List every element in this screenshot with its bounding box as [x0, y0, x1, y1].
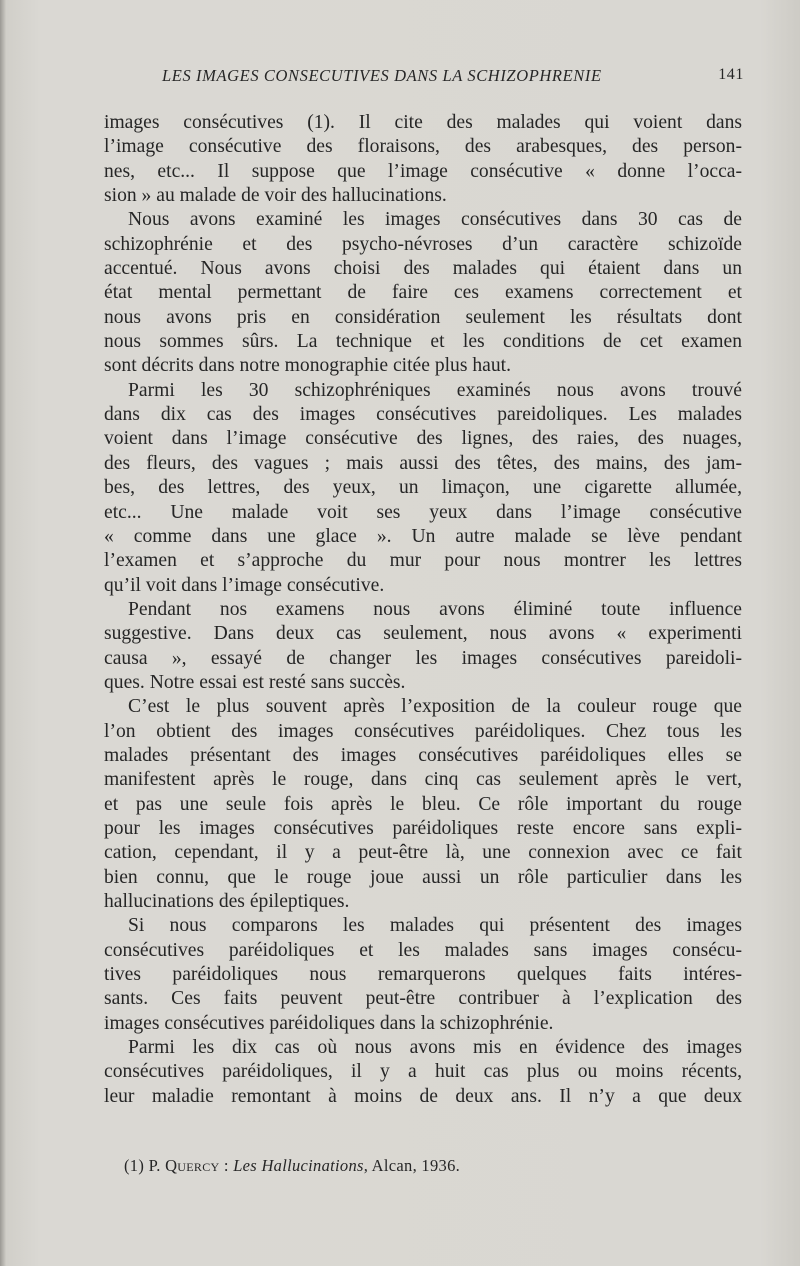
- text-line: état mental permettant de faire ces examens correctement et: [104, 282, 742, 304]
- text-line: ques. Notre essai est resté sans succès.: [104, 671, 406, 693]
- text-line: manifestent après le rouge, dans cinq cas seulement après le vert,: [104, 769, 742, 791]
- page-number: 141: [718, 66, 744, 83]
- text-line: Nous avons examiné les images consécutives dans 30 cas de: [128, 209, 742, 231]
- footnote-author: Quercy: [165, 1156, 220, 1175]
- text-line: sont décrits dans notre monographie citée plus haut.: [104, 355, 512, 377]
- text-line: l’on obtient des images consécutives paréidoliques. Chez tous les: [104, 720, 742, 742]
- text-line: schizophrénie et des psycho-névroses d’un caractère schizoïde: [104, 233, 742, 255]
- page-binding-edge: [0, 0, 6, 1266]
- text-line: Si nous comparons les malades qui présentent des images: [128, 915, 742, 937]
- text-line: « comme dans une glace ». Un autre malade se lève pendant: [104, 525, 742, 547]
- text-line: nous avons pris en considération seulement les résultats dont: [104, 306, 742, 328]
- text-line: consécutives paréidoliques, il y a huit cas plus ou moins récents,: [104, 1061, 742, 1083]
- text-line: bien connu, que le rouge joue aussi un rôle particulier dans les: [104, 866, 742, 888]
- text-line: pour les images consécutives paréidoliques reste encore sans expli-: [104, 817, 742, 839]
- text-line: l’image consécutive des floraisons, des arabesques, des person-: [104, 136, 742, 158]
- text-line: des fleurs, des vagues ; mais aussi des têtes, des mains, des jam-: [104, 452, 742, 474]
- text-line: et pas une seule fois après le bleu. Ce rôle important du rouge: [104, 793, 742, 815]
- text-line: nous sommes sûrs. La technique et les conditions de cet examen: [104, 331, 742, 353]
- text-line: C’est le plus souvent après l’exposition de la couleur rouge que: [128, 696, 742, 718]
- text-line: causa », essayé de changer les images consécutives pareidoli-: [104, 647, 742, 669]
- text-line: voient dans l’image consécutive des lignes, des raies, des nuages,: [104, 428, 742, 450]
- text-line: bes, des lettres, des yeux, un limaçon, une cigarette allumée,: [104, 477, 742, 499]
- text-line: images consécutives (1). Il cite des malades qui voient dans: [104, 112, 742, 133]
- text-line: sion » au malade de voir des hallucinations.: [104, 185, 447, 207]
- text-line: dans dix cas des images consécutives pareidoliques. Les malades: [104, 404, 742, 426]
- text-line: images consécutives paréidoliques dans la schizophrénie.: [104, 1012, 554, 1034]
- text-line: consécutives paréidoliques et les malades sans images consécu-: [104, 939, 742, 961]
- running-header: [162, 66, 744, 92]
- footnote-rest: , Alcan, 1936.: [363, 1156, 461, 1175]
- text-line: cation, cependant, il y a peut-être là, une connexion avec ce fait: [104, 842, 742, 864]
- text-line: nes, etc... Il suppose que l’image consécutive « donne l’occa-: [104, 160, 742, 182]
- text-line: Pendant nos examens nous avons éliminé toute influence: [128, 598, 742, 620]
- text-line: qu’il voit dans l’image consécutive.: [104, 574, 385, 596]
- text-line: Parmi les 30 schizophréniques examinés nous avons trouvé: [128, 379, 742, 401]
- running-title: LES IMAGES CONSECUTIVES DANS LA SCHIZOPHRENIE: [162, 66, 602, 85]
- text-line: l’examen et s’approche du mur pour nous montrer les lettres: [104, 550, 742, 572]
- footnote-separator: :: [219, 1156, 234, 1175]
- text-line: leur maladie remontant à moins de deux ans. Il n’y a que deux: [104, 1085, 742, 1107]
- text-line: tives paréidoliques nous remarquerons quelques faits intéres-: [104, 964, 742, 986]
- footnote-work: Les Hallucinations: [233, 1156, 364, 1175]
- footnote-marker: (1) P.: [124, 1156, 161, 1175]
- text-line: hallucinations des épileptiques.: [104, 891, 350, 912]
- text-line: suggestive. Dans deux cas seulement, nous avons « experimenti: [104, 623, 742, 645]
- text-line: etc... Une malade voit ses yeux dans l’image consécutive: [104, 501, 742, 523]
- footnote: [124, 1156, 460, 1176]
- text-line: malades présentant des images consécutives paréidoliques elles se: [104, 744, 742, 766]
- text-line: accentué. Nous avons choisi des malades qui étaient dans un: [104, 258, 742, 280]
- text-line: sants. Ces faits peuvent peut-être contribuer à l’explication des: [104, 988, 742, 1010]
- text-line: Parmi les dix cas où nous avons mis en évidence des images: [128, 1037, 742, 1059]
- body-text: [104, 111, 742, 1109]
